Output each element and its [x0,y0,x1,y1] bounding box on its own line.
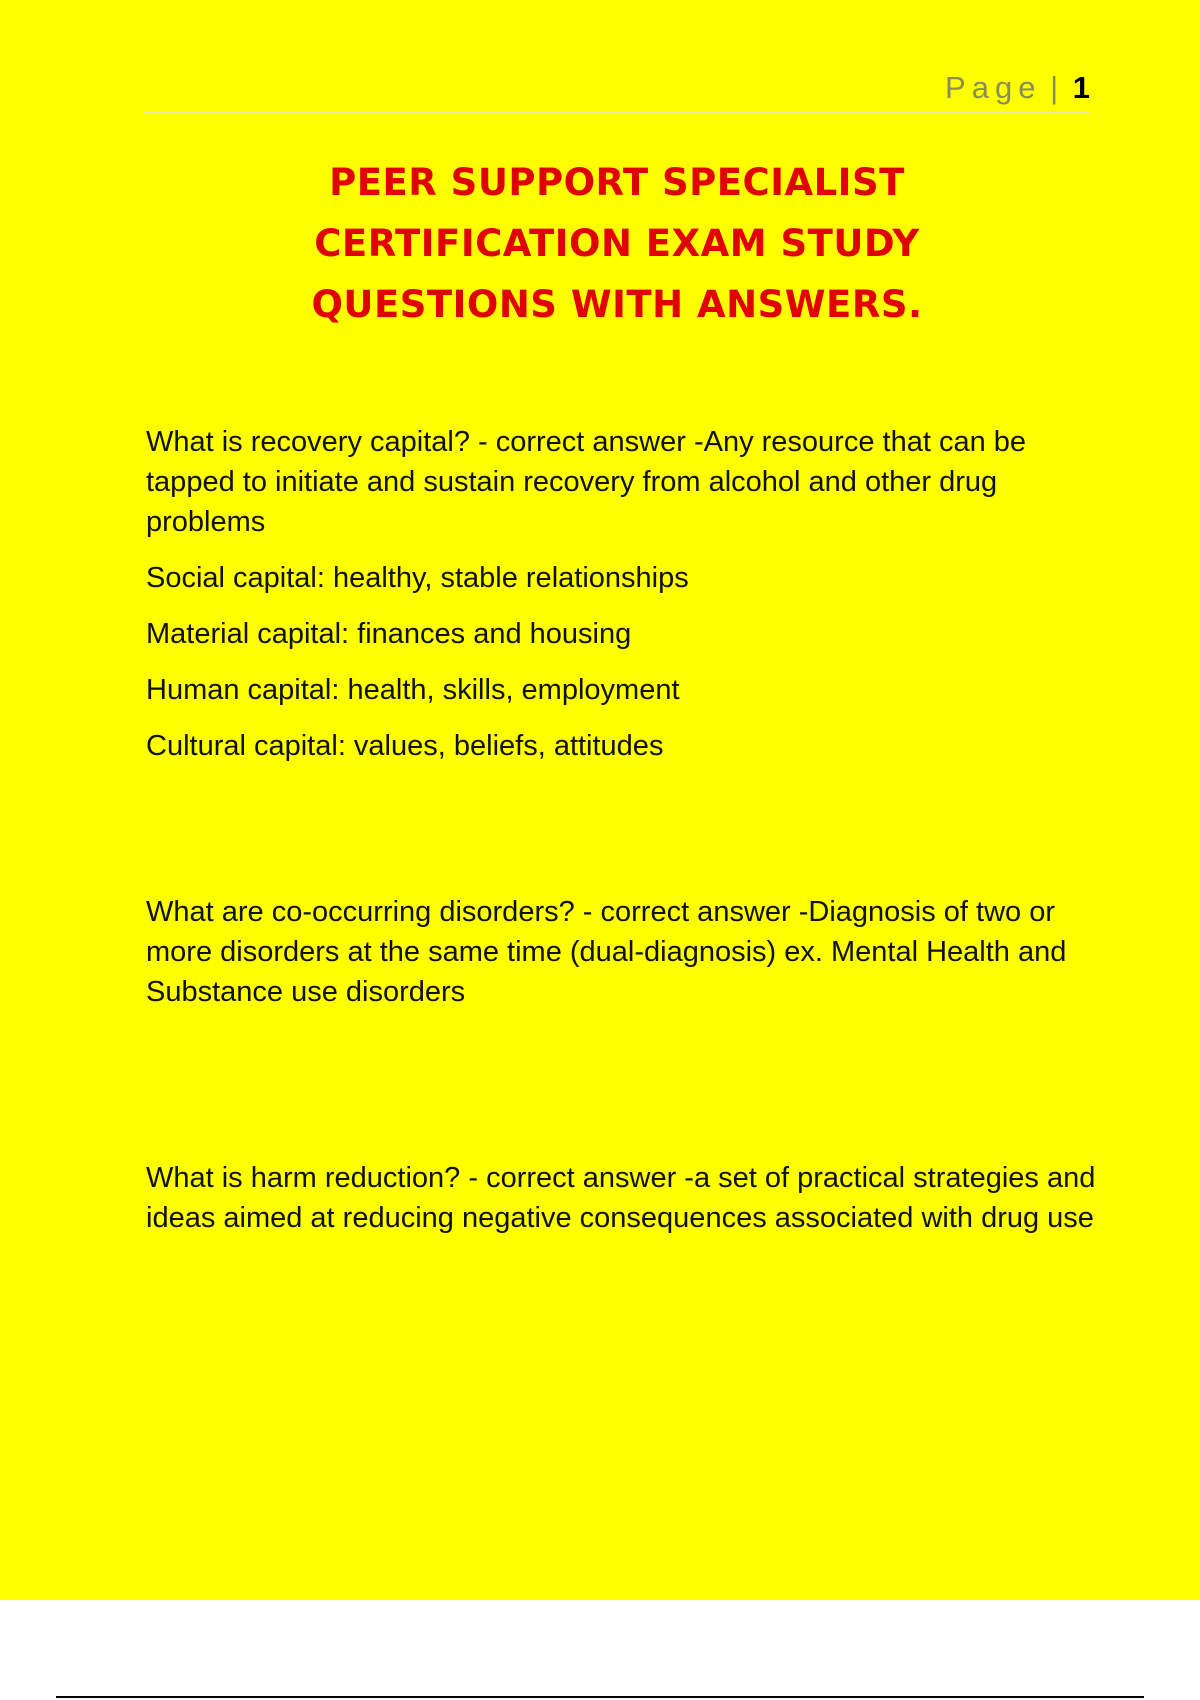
page-separator: | [1050,70,1059,105]
page-number-label [945,70,1090,106]
question-harm-reduction: What is harm reduction? - correct answer -a set of practical strategies and ideas aimed at reducing negative consequences associated with drug use [146,1162,1096,1234]
capital-item: Material capital: finances and housing [146,618,632,650]
document-title [144,152,1090,335]
spacer [146,766,1096,892]
question-co-occurring-disorders: What are co-occurring disorders? - correct answer -Diagnosis of two or more disorders at the same time (dual-diagnosis) ex. Mental Health and Substance use disorders [146,896,1067,1008]
page-word: Page [945,70,1042,105]
question-recovery-capital: What is recovery capital? - correct answer -Any resource that can be tapped to initiate and sustain recovery from alcohol and other drug problems [146,426,1027,538]
title-line: CERTIFICATION EXAM STUDY [314,222,920,265]
spacer [146,1012,1096,1158]
capital-item: Human capital: health, skills, employment [146,674,680,706]
capital-item: Cultural capital: values, beliefs, attitudes [146,730,664,762]
title-line: QUESTIONS WITH ANSWERS. [311,283,923,326]
capital-item: Social capital: healthy, stable relationships [146,562,689,594]
document-body [146,422,1096,1238]
footer-divider [56,1696,1144,1698]
page-number: 1 [1072,70,1090,105]
title-line: PEER SUPPORT SPECIALIST [329,161,905,204]
page-header [144,68,1090,113]
